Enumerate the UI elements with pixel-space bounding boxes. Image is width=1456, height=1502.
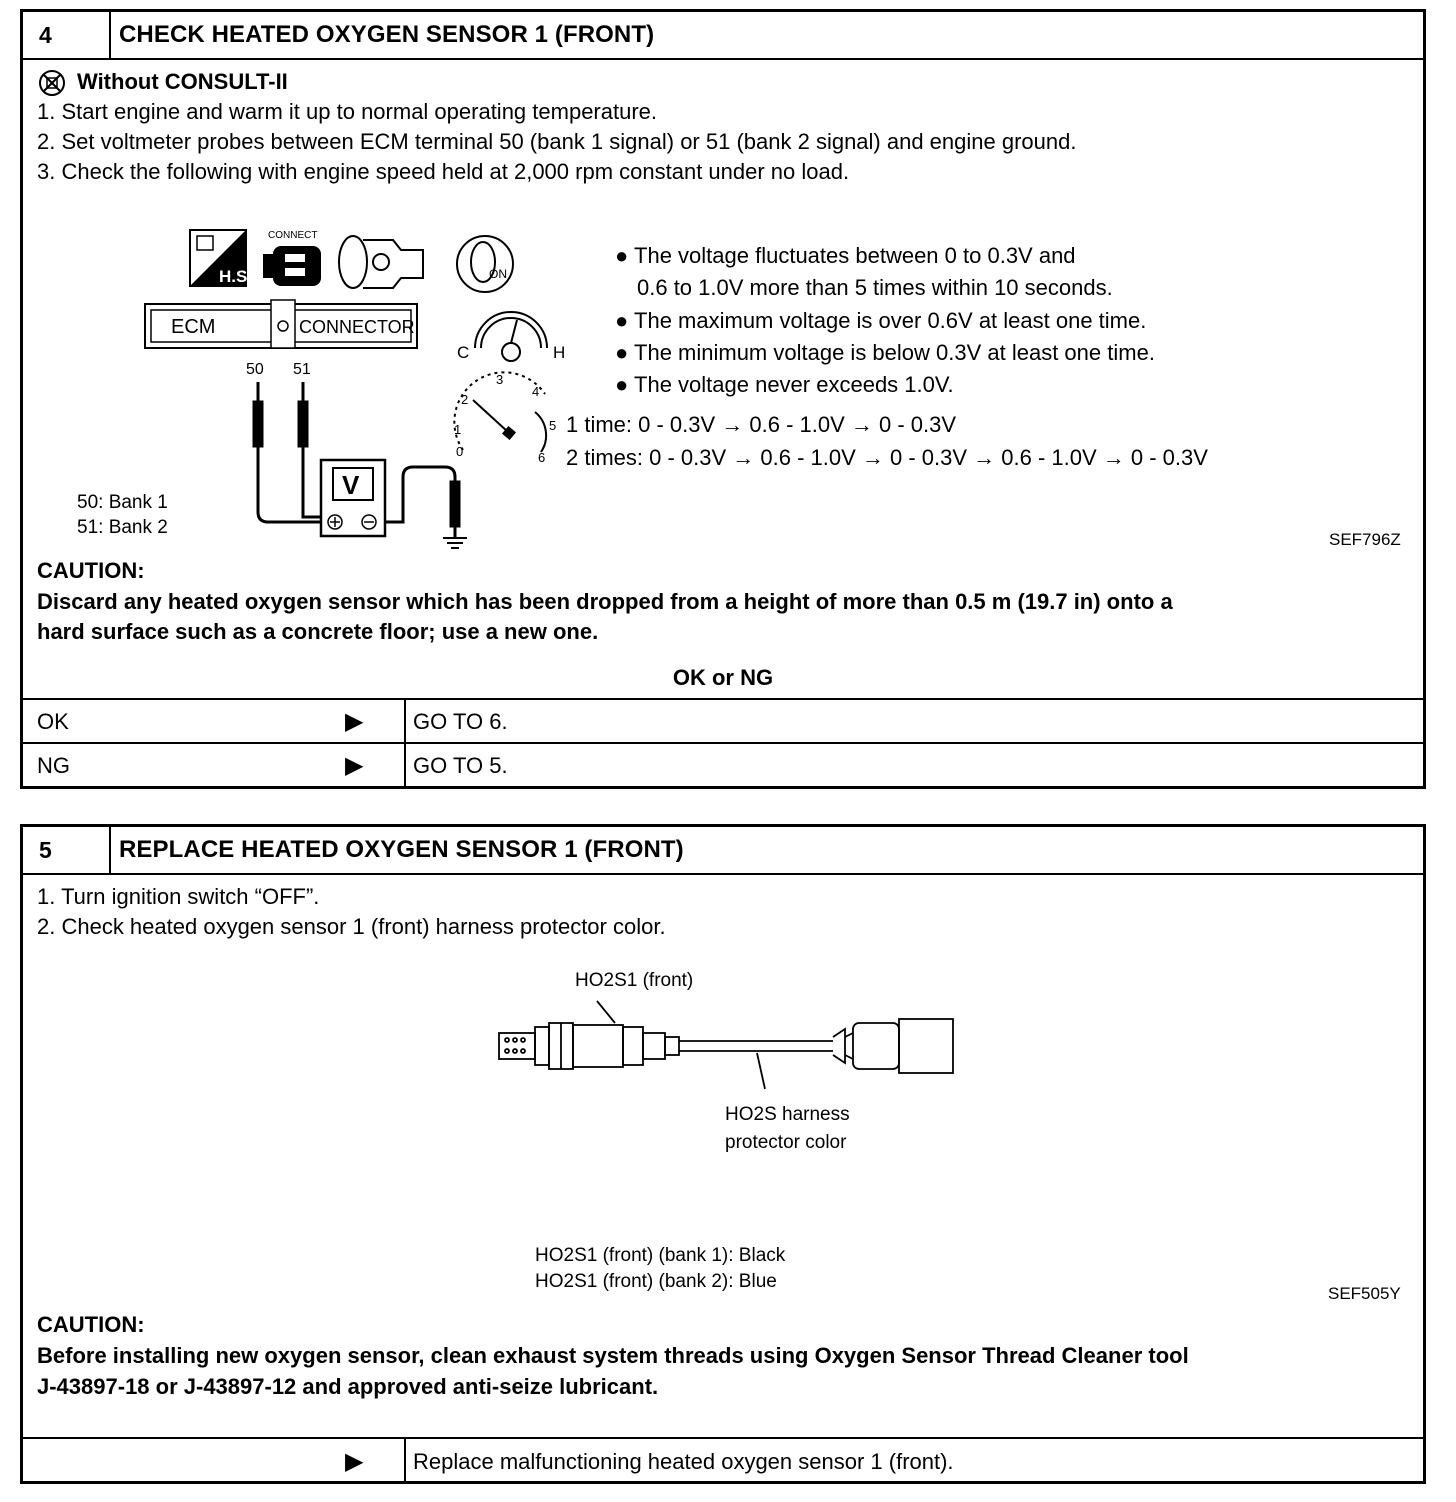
bullet-3: ● The minimum voltage is below 0.3V at least one time. xyxy=(615,340,1155,365)
tach-6: 6 xyxy=(538,450,546,465)
no-consult-icon xyxy=(37,68,67,98)
divider xyxy=(404,1437,406,1482)
connect-label: CONNECT xyxy=(268,230,318,241)
result-ng-action[interactable]: GO TO 5. xyxy=(413,753,508,778)
tach-0: 0 xyxy=(456,444,464,459)
cycle-1: 1 time: 0 - 0.3V → 0.6 - 1.0V → 0 - 0.3V xyxy=(566,412,957,437)
cycle-2: 2 times: 0 - 0.3V → 0.6 - 1.0V → 0 - 0.3V → 0.6 - 1.0V → 0 - 0.3V xyxy=(566,445,1208,470)
divider xyxy=(23,58,1423,60)
tach-2: 2 xyxy=(461,392,469,407)
condition-4: The voltage never exceeds 1.0V. xyxy=(634,372,954,397)
legend-bank-1: 50: Bank 1 xyxy=(77,492,168,513)
mode-label: Without CONSULT-II xyxy=(77,69,288,94)
divider xyxy=(23,698,1423,700)
divider xyxy=(23,1437,1423,1439)
condition-1-cont: 0.6 to 1.0V more than 5 times within 10 seconds. xyxy=(637,275,1113,300)
gauge-h-label: H xyxy=(553,343,566,362)
ecm-label: ECM xyxy=(171,316,216,338)
step-line-2: 2. Set voltmeter probes between ECM terminal 50 (bank 1 signal) or 51 (bank 2 signal) and engine ground. xyxy=(37,129,1077,154)
color-bank-2: HO2S1 (front) (bank 2): Blue xyxy=(535,1271,777,1292)
hs-icon xyxy=(190,230,252,286)
ground-symbol xyxy=(443,538,467,548)
arrow-right-icon: ▶ xyxy=(345,708,364,735)
result-heading: OK or NG xyxy=(672,665,774,690)
ignition-on-icon xyxy=(457,236,513,292)
step-title: REPLACE HEATED OXYGEN SENSOR 1 (FRONT) xyxy=(119,836,684,863)
condition-3: The minimum voltage is below 0.3V at least one time. xyxy=(634,340,1155,365)
caution-line-2: J-43897-18 or J-43897-12 and approved anti-seize lubricant. xyxy=(37,1374,659,1399)
caution-heading: CAUTION: xyxy=(37,558,145,583)
figure-code: SEF505Y xyxy=(1328,1284,1401,1303)
step-4-panel xyxy=(20,9,1426,789)
tach-1: 1 xyxy=(454,422,462,437)
divider xyxy=(23,873,1423,875)
condition-2: The maximum voltage is over 0.6V at least one time. xyxy=(634,308,1147,333)
terminal-50: 50 xyxy=(246,361,264,378)
connector-icon xyxy=(263,230,321,286)
meter-label: V xyxy=(342,470,360,500)
bullet-4: ● The voltage never exceeds 1.0V. xyxy=(615,372,954,397)
hs-label: H.S. xyxy=(219,267,253,286)
on-label: ON xyxy=(489,267,507,281)
step-number: 5 xyxy=(23,827,111,873)
step-5-panel xyxy=(20,824,1426,1484)
tach-3: 3 xyxy=(496,372,504,387)
result-ng-label: NG xyxy=(37,753,70,778)
tach-4: 4 xyxy=(532,384,540,399)
voltmeter-icon xyxy=(321,460,385,536)
step-line-1: 1. Start engine and warm it up to normal operating temperature. xyxy=(37,99,658,124)
step-line-2: 2. Check heated oxygen sensor 1 (front) harness protector color. xyxy=(37,914,666,939)
harness-label-2: protector color xyxy=(725,1132,847,1153)
caution-line-1: Before installing new oxygen sensor, clean exhaust system threads using Oxygen Sensor Thread Cleaner tool xyxy=(37,1343,1189,1368)
figure-code: SEF796Z xyxy=(1329,530,1401,549)
arrow-right-icon: ▶ xyxy=(345,1448,364,1475)
legend-bank-2: 51: Bank 2 xyxy=(77,517,168,538)
result-action[interactable]: Replace malfunctioning heated oxygen sensor 1 (front). xyxy=(413,1449,954,1474)
oxygen-sensor-figure xyxy=(493,993,963,1103)
terminal-51: 51 xyxy=(293,361,311,378)
caution-line-1: Discard any heated oxygen sensor which has been dropped from a height of more than 0.5 m (19.7 in) onto a xyxy=(37,589,1173,614)
result-ok-action[interactable]: GO TO 6. xyxy=(413,709,508,734)
bullet-2: ● The maximum voltage is over 0.6V at least one time. xyxy=(615,308,1147,333)
step-line-1: 1. Turn ignition switch “OFF”. xyxy=(37,884,320,909)
step-title: CHECK HEATED OXYGEN SENSOR 1 (FRONT) xyxy=(119,21,655,48)
bullet-1: ● The voltage fluctuates between 0 to 0.3V and xyxy=(615,243,1076,268)
divider xyxy=(404,698,406,788)
gauge-c-label: C xyxy=(457,343,470,362)
color-bank-1: HO2S1 (front) (bank 1): Black xyxy=(535,1245,786,1266)
tach-5: 5 xyxy=(549,418,557,433)
caution-heading: CAUTION: xyxy=(37,1312,145,1337)
sensor-icon xyxy=(339,236,423,288)
sensor-label: HO2S1 (front) xyxy=(575,970,694,991)
result-ok-label: OK xyxy=(37,709,69,734)
step-number: 4 xyxy=(23,12,111,58)
harness-label-1: HO2S harness xyxy=(725,1104,850,1125)
arrow-right-icon: ▶ xyxy=(345,752,364,779)
divider xyxy=(23,742,1423,744)
temperature-gauge xyxy=(475,312,547,361)
condition-1: The voltage fluctuates between 0 to 0.3V and xyxy=(634,243,1076,268)
caution-line-2: hard surface such as a concrete floor; use a new one. xyxy=(37,619,599,644)
connector-label: CONNECTOR xyxy=(299,317,415,337)
step-line-3: 3. Check the following with engine speed held at 2,000 rpm constant under no load. xyxy=(37,159,850,184)
